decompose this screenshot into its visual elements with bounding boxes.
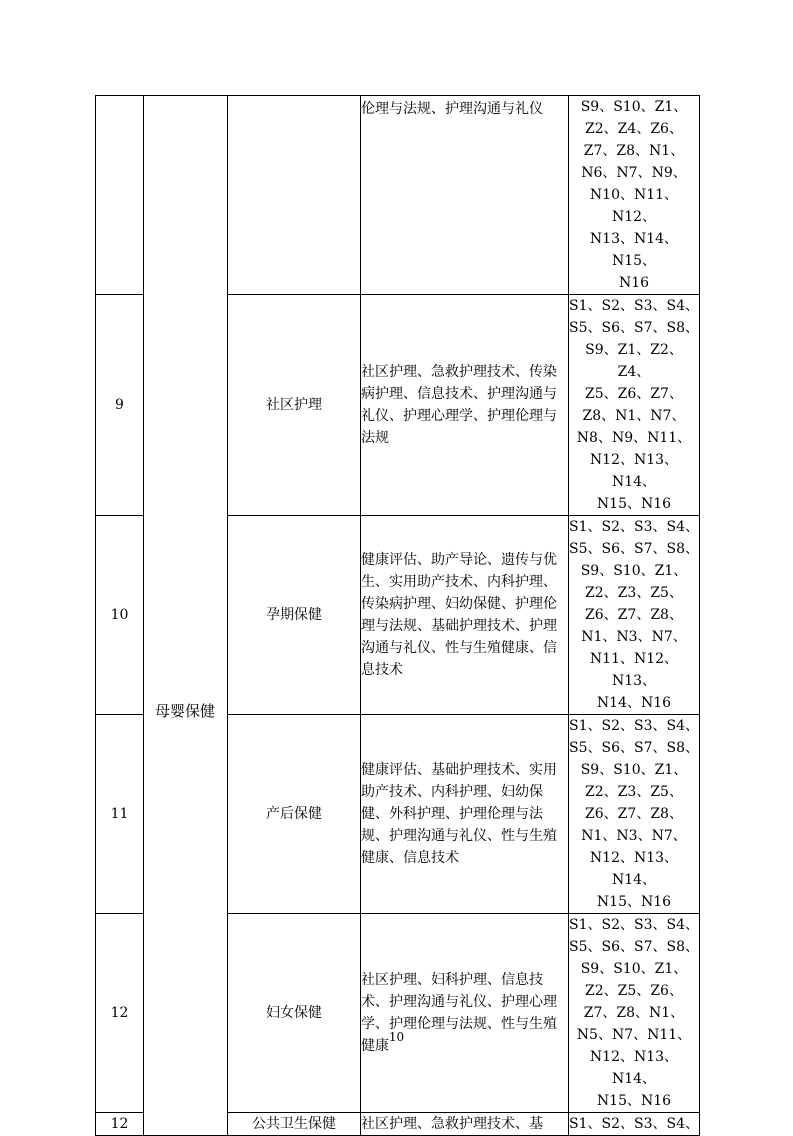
row-number: 11 bbox=[96, 715, 144, 914]
course-list: 社区护理、急救护理技术、传染病护理、信息技术、护理沟通与礼仪、护理心理学、护理伦理与法规 bbox=[361, 295, 569, 516]
row-number: 9 bbox=[96, 295, 144, 516]
row-number: 12 bbox=[96, 914, 144, 1113]
competency-codes: S1、S2、S3、S4、 bbox=[569, 1113, 700, 1136]
course-list: 社区护理、妇科护理、信息技术、护理沟通与礼仪、护理心理学、护理伦理与法规、性与生殖健康 bbox=[361, 914, 569, 1113]
course-list: 伦理与法规、护理沟通与礼仪 bbox=[361, 96, 569, 295]
task-name: 孕期保健 bbox=[228, 516, 361, 715]
competency-codes: S1、S2、S3、S4、 S5、S6、S7、S8、 S9、S10、Z1、 Z2、Z5、Z6、 Z7、Z8、N1、 N5、N7、N11、 N12、N13、N14、 N15、N16 bbox=[569, 914, 700, 1113]
competency-codes: S1、S2、S3、S4、 S5、S6、S7、S8、 S9、Z1、Z2、Z4、 Z5、Z6、Z7、 Z8、N1、N7、 N8、N9、N11、 N12、N13、N14、 N15、N16 bbox=[569, 295, 700, 516]
competency-codes: S1、S2、S3、S4、 S5、S6、S7、S8、 S9、S10、Z1、 Z2、Z3、Z5、 Z6、Z7、Z8、 N1、N3、N7、 N12、N13、N14、 N15、N16 bbox=[569, 715, 700, 914]
task-name: 产后保健 bbox=[228, 715, 361, 914]
module-cell bbox=[144, 96, 228, 1136]
page-number: 10 bbox=[388, 1030, 405, 1044]
module-label: 母婴保健 bbox=[154, 702, 215, 720]
course-list: 健康评估、基础护理技术、实用助产技术、内科护理、妇幼保健、外科护理、护理伦理与法规、护理沟通与礼仪、性与生殖健康、信息技术 bbox=[361, 715, 569, 914]
row-number bbox=[96, 96, 144, 295]
competency-codes: S9、S10、Z1、 Z2、Z4、Z6、 Z7、Z8、N1、 N6、N7、N9、 N10、N11、N12、 N13、N14、N15、 N16 bbox=[569, 96, 700, 295]
task-name: 妇女保健 bbox=[228, 914, 361, 1113]
row-number: 10 bbox=[96, 516, 144, 715]
course-list: 社区护理、急救护理技术、基 bbox=[361, 1113, 569, 1136]
task-name: 社区护理 bbox=[228, 295, 361, 516]
competency-codes: S1、S2、S3、S4、 S5、S6、S7、S8、 S9、S10、Z1、 Z2、Z3、Z5、 Z6、Z7、Z8、 N1、N3、N7、 N11、N12、N13、 N14、N16 bbox=[569, 516, 700, 715]
table-row bbox=[96, 96, 700, 295]
curriculum-table bbox=[95, 95, 700, 1136]
row-number: 12 bbox=[96, 1113, 144, 1136]
course-list: 健康评估、助产导论、遗传与优生、实用助产技术、内科护理、传染病护理、妇幼保健、护理伦理与法规、基础护理技术、护理沟通与礼仪、性与生殖健康、信息技术 bbox=[361, 516, 569, 715]
task-name: 公共卫生保健 bbox=[228, 1113, 361, 1136]
task-name bbox=[228, 96, 361, 295]
